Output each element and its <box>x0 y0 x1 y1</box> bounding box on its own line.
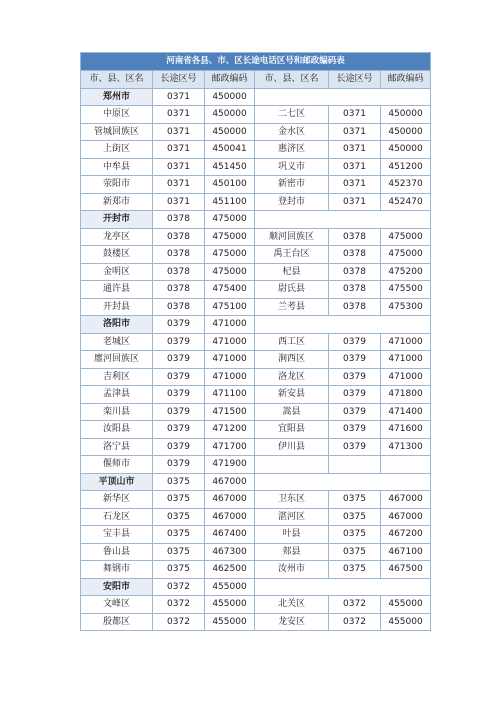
area-code-cell: 0371 <box>329 106 381 124</box>
area-code-cell: 0378 <box>153 228 205 246</box>
city-row <box>81 578 431 596</box>
area-code-cell: 0371 <box>153 176 205 194</box>
empty-cell <box>255 578 431 596</box>
area-code-cell: 0378 <box>153 298 205 316</box>
area-code-cell: 0379 <box>153 386 205 404</box>
empty-cell <box>255 88 431 106</box>
district-name-cell: 龙安区 <box>255 613 329 631</box>
area-code-cell: 0375 <box>329 508 381 526</box>
column-header: 市、县、区名 <box>81 71 153 89</box>
postal-code-cell: 451200 <box>381 158 431 176</box>
table-row <box>81 351 431 369</box>
table-row <box>81 176 431 194</box>
postal-code-cell: 451450 <box>205 158 255 176</box>
postal-code-cell: 450000 <box>381 106 431 124</box>
table-row <box>81 263 431 281</box>
area-code-cell: 0378 <box>329 298 381 316</box>
district-name-cell: 中牟县 <box>81 158 153 176</box>
postal-code-cell: 471000 <box>205 333 255 351</box>
postal-code-cell: 475100 <box>205 298 255 316</box>
postal-code-table <box>80 52 431 631</box>
table-title: 河南省各县、市、区长途电话区号和邮政编码表 <box>81 53 431 71</box>
postal-code-cell: 467000 <box>205 508 255 526</box>
table-row <box>81 298 431 316</box>
district-name-cell: 廛河回族区 <box>81 351 153 369</box>
district-name-cell: 禹王台区 <box>255 246 329 264</box>
area-code-cell: 0379 <box>329 386 381 404</box>
area-code-cell <box>329 456 381 474</box>
table-row <box>81 456 431 474</box>
postal-code-cell: 450000 <box>381 123 431 141</box>
table-row <box>81 281 431 299</box>
postal-code-cell: 467000 <box>205 491 255 509</box>
area-code-cell: 0379 <box>329 368 381 386</box>
district-name-cell: 新华区 <box>81 491 153 509</box>
district-name-cell: 新安县 <box>255 386 329 404</box>
postal-code-cell: 450000 <box>205 123 255 141</box>
area-code-cell: 0379 <box>153 456 205 474</box>
district-name-cell: 新郑市 <box>81 193 153 211</box>
table-row <box>81 526 431 544</box>
city-row <box>81 473 431 491</box>
city-name-cell: 安阳市 <box>81 578 153 596</box>
area-code-cell: 0379 <box>329 421 381 439</box>
postal-code-cell: 471700 <box>205 438 255 456</box>
postal-code-cell: 467100 <box>381 543 431 561</box>
district-name-cell: 上街区 <box>81 141 153 159</box>
district-name-cell: 洛龙区 <box>255 368 329 386</box>
postal-code-table-sheet <box>80 52 430 631</box>
postal-code-cell: 471900 <box>205 456 255 474</box>
district-name-cell: 管城回族区 <box>81 123 153 141</box>
postal-code-cell: 471000 <box>381 351 431 369</box>
area-code-cell: 0375 <box>153 508 205 526</box>
postal-code-cell: 450000 <box>205 106 255 124</box>
district-name-cell: 通许县 <box>81 281 153 299</box>
area-code-cell: 0379 <box>153 421 205 439</box>
district-name-cell: 伊川县 <box>255 438 329 456</box>
area-code-cell: 0378 <box>329 228 381 246</box>
area-code-cell: 0379 <box>153 351 205 369</box>
table-row <box>81 193 431 211</box>
area-code-cell: 0371 <box>329 141 381 159</box>
district-name-cell: 嵩县 <box>255 403 329 421</box>
district-name-cell: 开封县 <box>81 298 153 316</box>
area-code-cell: 0379 <box>329 333 381 351</box>
district-name-cell: 郏县 <box>255 543 329 561</box>
postal-code-cell: 467500 <box>381 561 431 579</box>
district-name-cell: 涧西区 <box>255 351 329 369</box>
district-name-cell: 巩义市 <box>255 158 329 176</box>
district-name-cell <box>255 456 329 474</box>
table-row <box>81 158 431 176</box>
area-code-cell: 0372 <box>153 578 205 596</box>
district-name-cell: 湛河区 <box>255 508 329 526</box>
postal-code-cell: 475200 <box>381 263 431 281</box>
postal-code-cell: 475000 <box>381 246 431 264</box>
postal-code-cell: 452470 <box>381 193 431 211</box>
district-name-cell: 老城区 <box>81 333 153 351</box>
postal-code-cell: 471500 <box>205 403 255 421</box>
column-header: 市、县、区名 <box>255 71 329 89</box>
postal-code-cell: 475400 <box>205 281 255 299</box>
area-code-cell: 0379 <box>329 438 381 456</box>
city-row <box>81 316 431 334</box>
district-name-cell: 舞钢市 <box>81 561 153 579</box>
postal-code-cell: 471200 <box>205 421 255 439</box>
district-name-cell: 汝州市 <box>255 561 329 579</box>
empty-cell <box>255 211 431 229</box>
city-name-cell: 郑州市 <box>81 88 153 106</box>
table-row <box>81 596 431 614</box>
postal-code-cell: 467400 <box>205 526 255 544</box>
table-row <box>81 543 431 561</box>
district-name-cell: 殷都区 <box>81 613 153 631</box>
table-row <box>81 438 431 456</box>
postal-code-cell <box>381 456 431 474</box>
postal-code-cell: 455000 <box>205 613 255 631</box>
city-name-cell: 平顶山市 <box>81 473 153 491</box>
district-name-cell: 鲁山县 <box>81 543 153 561</box>
area-code-cell: 0375 <box>329 543 381 561</box>
postal-code-cell: 475000 <box>205 246 255 264</box>
postal-code-cell: 455000 <box>205 578 255 596</box>
area-code-cell: 0378 <box>329 281 381 299</box>
area-code-cell: 0371 <box>153 123 205 141</box>
district-name-cell: 吉利区 <box>81 368 153 386</box>
district-name-cell: 登封市 <box>255 193 329 211</box>
area-code-cell: 0371 <box>329 193 381 211</box>
district-name-cell: 宝丰县 <box>81 526 153 544</box>
postal-code-cell: 471600 <box>381 421 431 439</box>
postal-code-cell: 450100 <box>205 176 255 194</box>
table-row <box>81 141 431 159</box>
empty-cell <box>255 316 431 334</box>
city-row <box>81 211 431 229</box>
table-row <box>81 333 431 351</box>
district-name-cell: 石龙区 <box>81 508 153 526</box>
table-row <box>81 123 431 141</box>
postal-code-cell: 450041 <box>205 141 255 159</box>
table-row <box>81 561 431 579</box>
area-code-cell: 0371 <box>153 158 205 176</box>
area-code-cell: 0375 <box>153 473 205 491</box>
area-code-cell: 0371 <box>153 88 205 106</box>
district-name-cell: 惠济区 <box>255 141 329 159</box>
area-code-cell: 0371 <box>329 123 381 141</box>
postal-code-cell: 471000 <box>205 351 255 369</box>
table-row <box>81 368 431 386</box>
district-name-cell: 西工区 <box>255 333 329 351</box>
postal-code-cell: 475000 <box>381 228 431 246</box>
column-header: 长途区号 <box>153 71 205 89</box>
area-code-cell: 0378 <box>153 281 205 299</box>
column-header: 邮政编码 <box>381 71 431 89</box>
table-row <box>81 403 431 421</box>
postal-code-cell: 471000 <box>381 333 431 351</box>
area-code-cell: 0379 <box>153 438 205 456</box>
district-name-cell: 偃师市 <box>81 456 153 474</box>
postal-code-cell: 471000 <box>381 368 431 386</box>
area-code-cell: 0375 <box>153 561 205 579</box>
area-code-cell: 0375 <box>329 491 381 509</box>
area-code-cell: 0375 <box>153 543 205 561</box>
postal-code-cell: 467300 <box>205 543 255 561</box>
area-code-cell: 0379 <box>153 333 205 351</box>
postal-code-cell: 467000 <box>381 491 431 509</box>
area-code-cell: 0372 <box>153 613 205 631</box>
postal-code-cell: 462500 <box>205 561 255 579</box>
area-code-cell: 0372 <box>153 596 205 614</box>
city-name-cell: 开封市 <box>81 211 153 229</box>
postal-code-cell: 471000 <box>205 316 255 334</box>
postal-code-cell: 475500 <box>381 281 431 299</box>
postal-code-cell: 471800 <box>381 386 431 404</box>
area-code-cell: 0375 <box>329 561 381 579</box>
district-name-cell: 栾川县 <box>81 403 153 421</box>
postal-code-cell: 455000 <box>205 596 255 614</box>
area-code-cell: 0379 <box>153 403 205 421</box>
district-name-cell: 新密市 <box>255 176 329 194</box>
postal-code-cell: 475300 <box>381 298 431 316</box>
area-code-cell: 0371 <box>153 141 205 159</box>
area-code-cell: 0379 <box>153 368 205 386</box>
area-code-cell: 0371 <box>329 176 381 194</box>
district-name-cell: 荥阳市 <box>81 176 153 194</box>
postal-code-cell: 471100 <box>205 386 255 404</box>
area-code-cell: 0378 <box>153 246 205 264</box>
district-name-cell: 宜阳县 <box>255 421 329 439</box>
table-row <box>81 421 431 439</box>
district-name-cell: 汝阳县 <box>81 421 153 439</box>
city-row <box>81 88 431 106</box>
area-code-cell: 0375 <box>153 491 205 509</box>
postal-code-cell: 471000 <box>205 368 255 386</box>
postal-code-cell: 475000 <box>205 228 255 246</box>
area-code-cell: 0379 <box>329 403 381 421</box>
district-name-cell: 鼓楼区 <box>81 246 153 264</box>
district-name-cell: 二七区 <box>255 106 329 124</box>
area-code-cell: 0379 <box>329 351 381 369</box>
postal-code-cell: 471300 <box>381 438 431 456</box>
district-name-cell: 孟津县 <box>81 386 153 404</box>
postal-code-cell: 452370 <box>381 176 431 194</box>
district-name-cell: 杞县 <box>255 263 329 281</box>
city-name-cell: 洛阳市 <box>81 316 153 334</box>
district-name-cell: 文峰区 <box>81 596 153 614</box>
area-code-cell: 0378 <box>153 263 205 281</box>
district-name-cell: 兰考县 <box>255 298 329 316</box>
area-code-cell: 0379 <box>153 316 205 334</box>
postal-code-cell: 450000 <box>381 141 431 159</box>
district-name-cell: 卫东区 <box>255 491 329 509</box>
postal-code-cell: 455000 <box>381 613 431 631</box>
table-header-row <box>81 71 431 89</box>
table-row <box>81 228 431 246</box>
table-row <box>81 613 431 631</box>
postal-code-cell: 450000 <box>205 88 255 106</box>
district-name-cell: 北关区 <box>255 596 329 614</box>
postal-code-cell: 455000 <box>381 596 431 614</box>
postal-code-cell: 467000 <box>381 508 431 526</box>
postal-code-cell: 467000 <box>205 473 255 491</box>
district-name-cell: 尉氏县 <box>255 281 329 299</box>
area-code-cell: 0372 <box>329 596 381 614</box>
area-code-cell: 0378 <box>153 211 205 229</box>
district-name-cell: 龙亭区 <box>81 228 153 246</box>
postal-code-cell: 475000 <box>205 211 255 229</box>
postal-code-cell: 475000 <box>205 263 255 281</box>
district-name-cell: 顺河回族区 <box>255 228 329 246</box>
district-name-cell: 洛宁县 <box>81 438 153 456</box>
area-code-cell: 0378 <box>329 263 381 281</box>
column-header: 邮政编码 <box>205 71 255 89</box>
area-code-cell: 0375 <box>329 526 381 544</box>
column-header: 长途区号 <box>329 71 381 89</box>
table-row <box>81 246 431 264</box>
table-row <box>81 386 431 404</box>
district-name-cell: 金水区 <box>255 123 329 141</box>
postal-code-cell: 467200 <box>381 526 431 544</box>
postal-code-cell: 451100 <box>205 193 255 211</box>
area-code-cell: 0372 <box>329 613 381 631</box>
district-name-cell: 叶县 <box>255 526 329 544</box>
postal-code-cell: 471400 <box>381 403 431 421</box>
area-code-cell: 0371 <box>153 106 205 124</box>
table-row <box>81 508 431 526</box>
table-row <box>81 491 431 509</box>
area-code-cell: 0375 <box>153 526 205 544</box>
table-title-row <box>81 53 431 71</box>
empty-cell <box>255 473 431 491</box>
area-code-cell: 0371 <box>329 158 381 176</box>
area-code-cell: 0371 <box>153 193 205 211</box>
area-code-cell: 0378 <box>329 246 381 264</box>
district-name-cell: 中原区 <box>81 106 153 124</box>
district-name-cell: 金明区 <box>81 263 153 281</box>
table-body <box>81 88 431 631</box>
table-row <box>81 106 431 124</box>
